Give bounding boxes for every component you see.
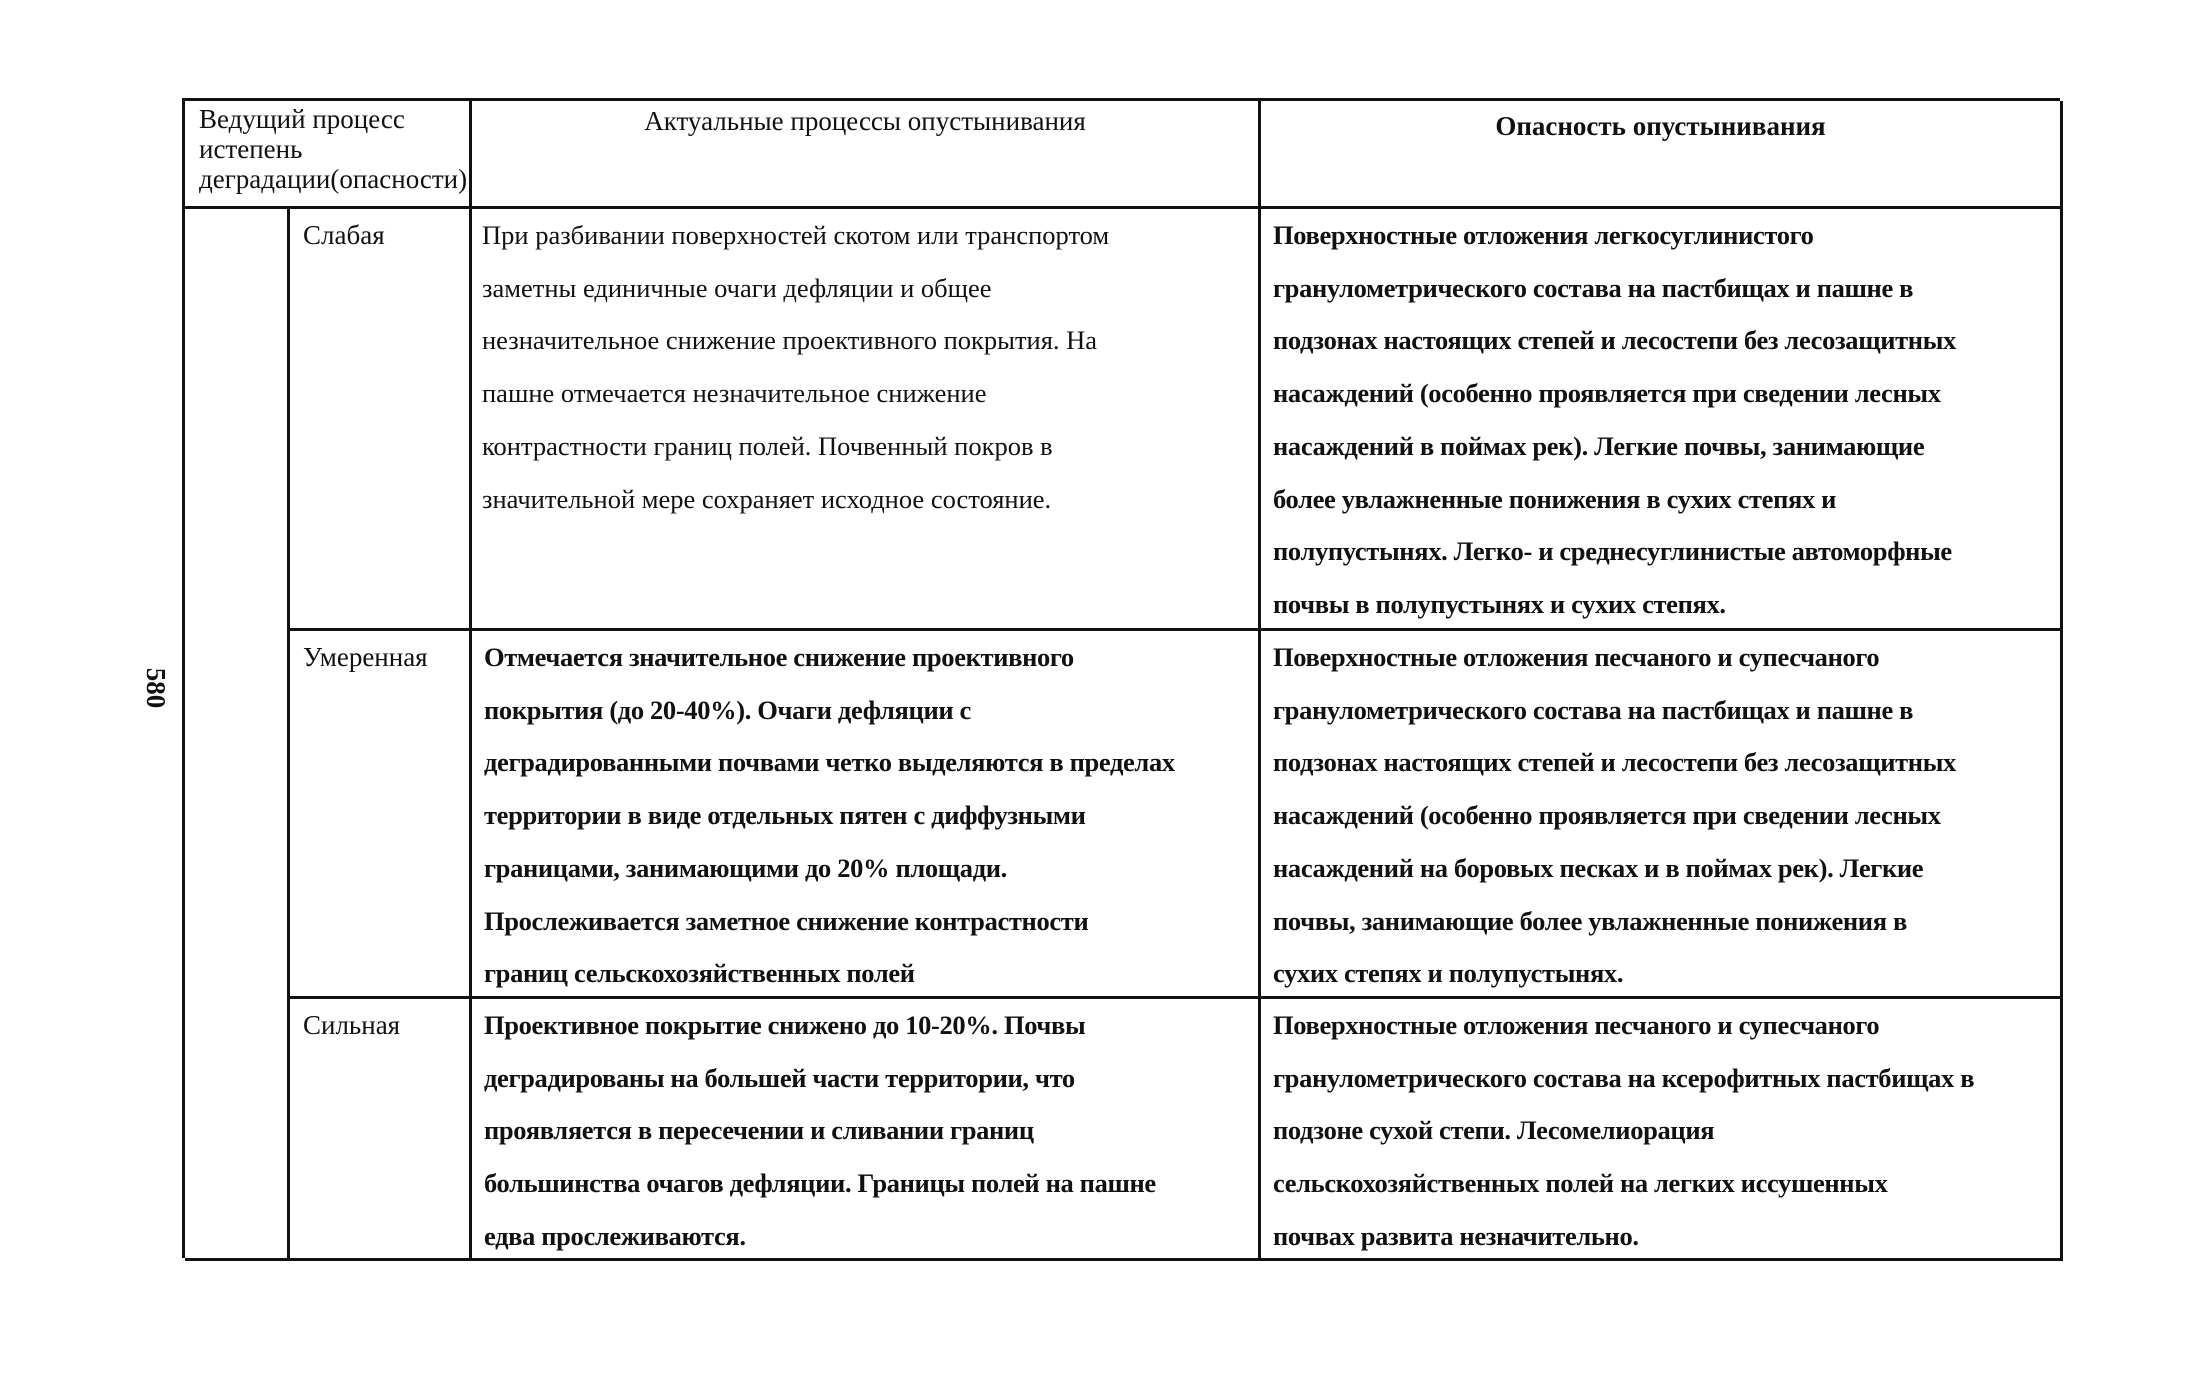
text-line: Ведущий процесс и — [199, 104, 405, 164]
text-line: границами, занимающими до 20% площади. — [484, 852, 1007, 883]
row-weak-hazard — [1261, 209, 2063, 631]
page-number: 580 — [141, 667, 171, 709]
text-line: территории в виде отдельных пятен с диффузными — [484, 800, 1086, 831]
text-line: (опасности) — [330, 164, 468, 194]
text-line: проявляется в пересечении и сливании границ — [484, 1115, 1034, 1146]
text-line: подзоне сухой степи. Лесомелиорация — [1273, 1115, 1715, 1146]
text-line: едва прослеживаются. — [484, 1220, 746, 1251]
row-strong-hazard — [1261, 999, 2063, 1261]
leading-process-cell — [185, 209, 290, 1261]
row-moderate-processes — [472, 631, 1261, 999]
row-level-moderate: Умеренная — [290, 631, 472, 999]
header-leading-process-lines — [199, 104, 468, 194]
row-strong-processes — [472, 999, 1261, 1261]
text-line: подзонах настоящих степей и лесостепи без лесозащитных — [1273, 325, 1956, 356]
text-line: сухих степях и полупустынях. — [1273, 958, 1624, 989]
text-line: деградированными почвами четко выделяются в пределах — [484, 747, 1175, 778]
text-line: почвах развита незначительно. — [1273, 1220, 1639, 1251]
text-line: насаждений в поймах рек). Легкие почвы, занимающие — [1273, 430, 1925, 461]
text-line: насаждений на боровых песках и в поймах рек). Легкие — [1273, 852, 1924, 883]
text-line: полупустынях. Легко- и среднесуглинистые автоморфные — [1273, 536, 1952, 567]
text-line: гранулометрического состава на пастбищах и пашне в — [1273, 272, 1914, 303]
text-line: Отмечается значительное снижение проективного — [484, 642, 1074, 672]
text-line: насаждений (особенно проявляется при сведении лесных — [1273, 800, 1941, 831]
text-line: незначительное снижение проективного покрытия. На — [482, 325, 1098, 356]
row-weak-processes — [472, 209, 1261, 631]
text-line: покрытия (до 20-40%). Очаги дефляции с — [484, 694, 971, 725]
desertification-table — [182, 98, 2060, 1258]
text-line: При разбивании поверхностей скотом или транспортом — [482, 220, 1110, 250]
header-actual-processes: Актуальные процессы опустынивания — [472, 101, 1261, 209]
text-line: Поверхностные отложения песчаного и супесчаного — [1273, 642, 1880, 672]
text-line: степень деградации — [199, 134, 331, 194]
text-line: почвы в полупустынях и сухих степях. — [1273, 588, 1726, 619]
row-level-weak: Слабая — [290, 209, 472, 631]
text-line: подзонах настоящих степей и лесостепи без лесозащитных — [1273, 747, 1956, 778]
text-line: гранулометрического состава на пастбищах и пашне в — [1273, 694, 1914, 725]
text-line: сельскохозяйственных полей на легких иссушенных — [1273, 1168, 1888, 1199]
text-line: более увлажненные понижения в сухих степях и — [1273, 483, 1837, 514]
text-line: значительной мере сохраняет исходное состояние. — [482, 483, 1052, 514]
text-line: большинства очагов дефляции. Границы полей на пашне — [484, 1168, 1156, 1199]
text-line: насаждений (особенно проявляется при сведении лесных — [1273, 378, 1941, 409]
text-line: Прослеживается заметное снижение контрастности — [484, 905, 1089, 936]
header-desertification-hazard: Опасность опустынивания — [1261, 101, 2063, 209]
text-line: заметны единичные очаги дефляции и общее — [482, 272, 992, 303]
text-line: пашне отмечается незначительное снижение — [482, 378, 987, 409]
text-line: почвы, занимающие более увлажненные понижения в — [1273, 905, 1907, 936]
row-level-strong: Сильная — [290, 999, 472, 1261]
text-line: Проективное покрытие снижено до 10-20%. Почвы — [484, 1010, 1086, 1040]
text-line: контрастности границ полей. Почвенный покров в — [482, 430, 1053, 461]
header-leading-process — [185, 101, 472, 209]
text-line: границ сельскохозяйственных полей — [484, 958, 915, 989]
row-moderate-hazard — [1261, 631, 2063, 999]
text-line: Поверхностные отложения песчаного и супесчаного — [1273, 1010, 1880, 1040]
text-line: деградированы на большей части территории, что — [484, 1062, 1075, 1093]
text-line: Поверхностные отложения легкосуглинистого — [1273, 220, 1814, 250]
text-line: гранулометрического состава на ксерофитных пастбищах в — [1273, 1062, 1975, 1093]
